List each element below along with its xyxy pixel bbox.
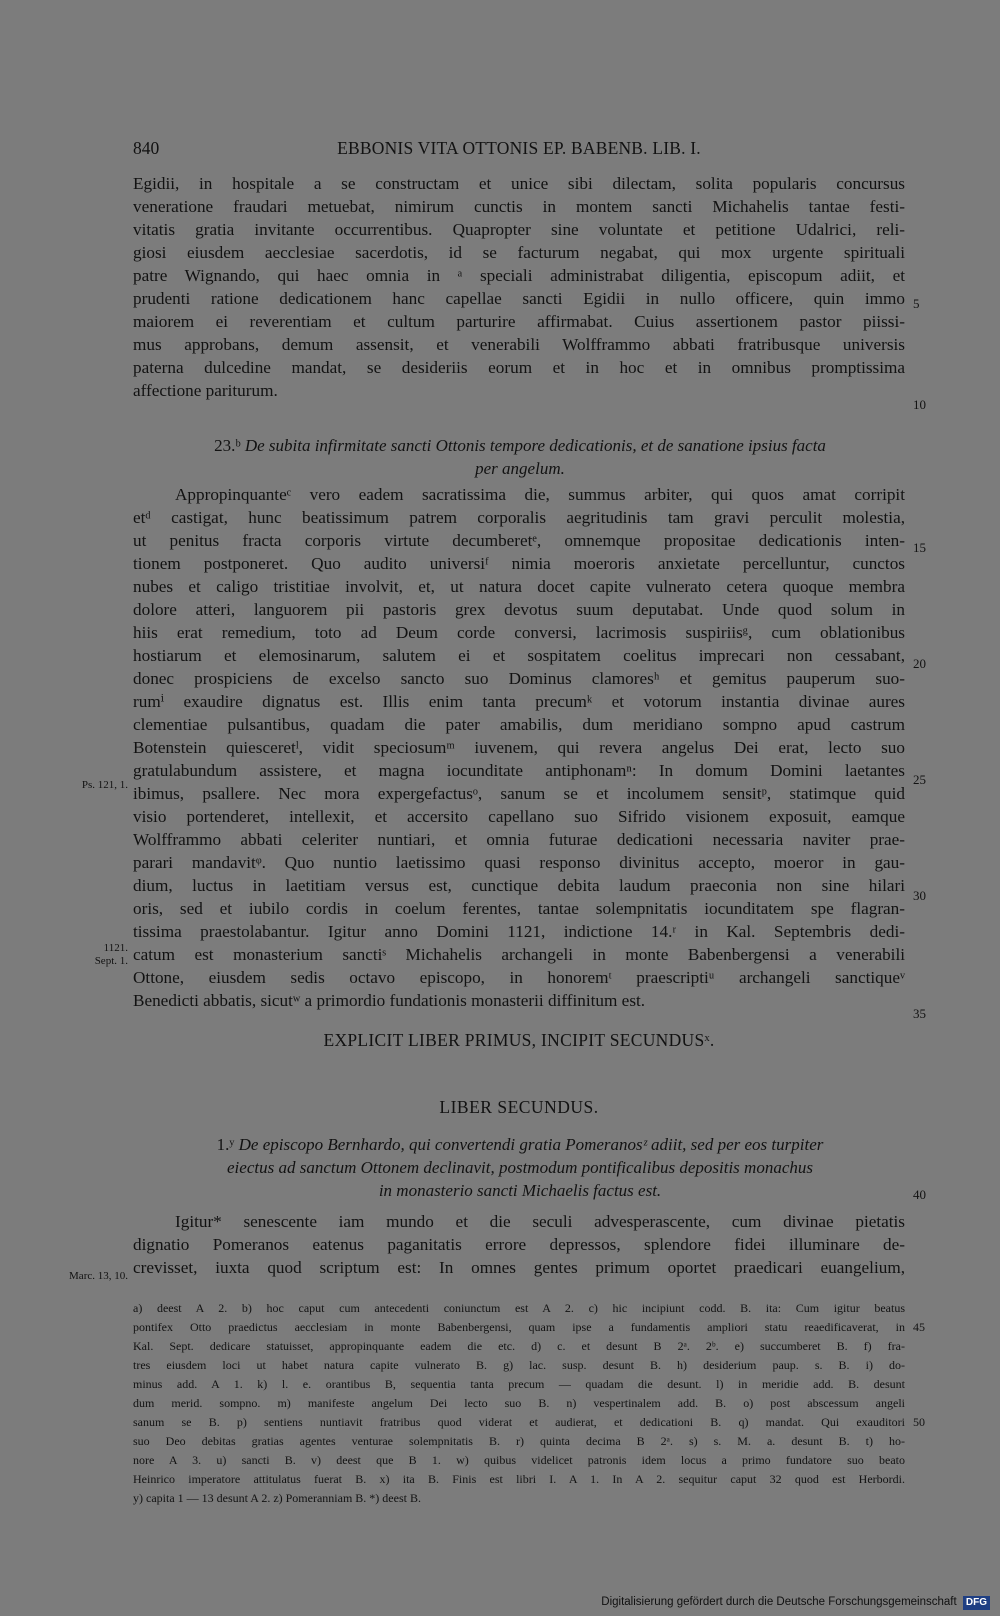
footnote-line: nore A 3. u) sancti B. v) deest que B 1. w) quibus videlicet patronis idem locus a primo fundatore suo beato: [133, 1453, 905, 1467]
line-number: 30: [913, 888, 926, 903]
text-line: rumⁱ exaudire dignatus est. Illis enim tanta precumᵏ et votorum instantia divinae aures: [133, 692, 905, 711]
footnote-line-number: 45: [913, 1320, 925, 1334]
text-line: patre Wignando, qui haec omnia in ᵃ speciali administrabat diligentia, episcopum adiit, et: [133, 266, 905, 285]
line-number: 5: [913, 296, 920, 311]
book2-heading-text-1: De episcopo Bernhardo, qui convertendi gratia Pomeranosᶻ adiit, sed per eos turpiter: [238, 1135, 824, 1154]
funding-credit: [601, 1595, 990, 1610]
footnote-line: y) capita 1 — 13 desunt A 2. z) Pomeranniam B. *) deest B.: [133, 1491, 421, 1505]
line-number: 35: [913, 1006, 926, 1021]
text-line: tionem postponeret. Quo audito universiᶠ nimia moeroris anxietate percelluntur, cunctos: [133, 554, 905, 573]
text-line: oris, sed et iubilo cordis in coelum ferentes, tantae solempnitatis iocunditatem spe flagran-: [133, 899, 905, 918]
text-line: visio portenderet, intellexit, et accersito capellano suo Sifrido visionem exposuit, eamque: [133, 807, 905, 826]
footnote-line: suo Deo debitas gratias agentes venturae solempnitatis B. r) quinta decima B 2ᵃ. s) s. M. a. desunt B. t) ho-: [133, 1434, 905, 1448]
footnote-line: tres eiusdem loci ut habet natura capite vulnerato B. g) lac. susp. desunt B. h) desiderium paup. s. B. i) do-: [133, 1358, 905, 1372]
book-title: LIBER SECUNDUS.: [439, 1097, 599, 1117]
text-line: Egidii, in hospitale a se constructam et unice sibi dilectam, solita popularis concursus: [133, 174, 905, 193]
text-line: donec prospiciens de excelso sancto suo Dominus clamoresʰ et gemitus pauperum suo-: [133, 669, 905, 688]
text-line: ut penitus fracta corporis virtute decumberetᵉ, omnemque propositae dedicationis inten-: [133, 531, 905, 550]
text-line: catum est monasterium sanctiˢ Michahelis archangeli in monte Babenbergensi a venerabili: [133, 945, 905, 964]
margin-note-psalm: Ps. 121, 1.: [81, 779, 128, 791]
footnote-line: pontifex Otto praedictus aecclesiam in monte Babenbergensi, quam ipse a fundamentis ampliori statu reaedificaverat, in: [133, 1320, 905, 1334]
book2-chapter-number: 1.ʸ: [216, 1135, 235, 1154]
footnote-line: a) deest A 2. b) hoc caput cum antecedenti coniunctum est A 2. c) hic incipiunt codd. B. ita: Cum igitur beatus: [133, 1301, 905, 1315]
text-line: mus approbans, demum assensit, et venerabili Wolfframmo abbati fratribusque universis: [133, 335, 905, 354]
footnote-line-number: 50: [913, 1415, 925, 1429]
text-line: dolore atteri, languorem pii pastoris grex devotus suum deputabat. Unde quod solum in: [133, 600, 905, 619]
text-line: ibimus, psallere. Nec mora expergefactusᵒ, sanum se et incolumem sensitᵖ, statimque quid: [133, 784, 905, 803]
text-line: Wolfframmo abbati celeriter nuntiari, et omnia futurae dedicationi necessaria naviter prae-: [133, 830, 905, 849]
text-line: clementiae pulsantibus, quadam die pater amabilis, dum meridiano sompno apud castrum: [133, 715, 905, 734]
margin-note-mark: Marc. 13, 10.: [69, 1270, 128, 1282]
text-line: Benedicti abbatis, sicutʷ a primordio fundationis monasterii diffinitum est.: [133, 991, 646, 1010]
chapter-heading: [150, 434, 890, 457]
line-number: 40: [913, 1187, 926, 1202]
footnote-line: dum merid. sompno. m) manifeste angelum Dei lecto suo B. n) vespertinalem add. B. o) post abscessum angeli: [133, 1396, 905, 1410]
text-line: parari mandavitᵠ. Quo nuntio laetissimo quasi responso divinitus accepto, moeror in gau-: [133, 853, 905, 872]
footnote-line: minus add. A 1. k) l. e. orantibus B, sequentia tanta precum — quadam die desunt. l) in meridie add. B. desunt: [133, 1377, 905, 1391]
book2-heading-line-3: in monasterio sancti Michaelis factus est.: [378, 1181, 662, 1200]
chapter-title-line-2: per angelum.: [475, 459, 565, 478]
chapter-number: 23.ᵇ: [214, 436, 241, 455]
explicit-line: EXPLICIT LIBER PRIMUS, INCIPIT SECUNDUSˣ.: [323, 1030, 715, 1050]
text-line: crevisset, iuxta quod scriptum est: In omnes gentes primum oportet praedicari euangelium,: [133, 1258, 905, 1277]
margin-note-year: 1121.: [103, 942, 128, 954]
text-line: paterna dulcedine mandat, se desideriis eorum et in hoc et in omnibus promptissima: [133, 358, 905, 377]
funding-credit-text: Digitalisierung gefördert durch die Deutsche Forschungsgemeinschaft: [601, 1596, 957, 1608]
text-line: giosi eiusdem aecclesiae sacerdotis, id se facturum negabat, qui mox urgente spirituali: [133, 243, 905, 262]
dfg-logo: DFG: [963, 1596, 990, 1610]
margin-note-day: Sept. 1.: [94, 955, 128, 967]
footnote-line: Heinrico imperatore attitulatus fuerat B. x) ita B. Finis est libri I. A 1. In A 2. sequitur caput 32 quod est Herbordi.: [133, 1472, 905, 1486]
text-line: dium, luctus in laetitiam versus est, cunctique debita laudum praeconia non sine hilari: [133, 876, 905, 895]
text-line: Igitur* senescente iam mundo et die seculi advesperascente, cum divinae pietatis: [175, 1212, 905, 1231]
text-line: vitatis gratia invitante occurrentibus. Quapropter sine voluntate et petitione Udalrici, reli-: [133, 220, 905, 239]
text-line: dignatio Pomeranos eatenus paganitatis errore depressos, splendore fidei illuminare de-: [133, 1235, 905, 1254]
text-line: maiorem ei reverentiam et cultum parturire affirmabat. Cuius assertionem pastor piissi-: [133, 312, 905, 331]
text-line: hiis erat remedium, toto ad Deum corde conversi, lacrimosis suspiriisᵍ, cum oblationibus: [133, 623, 905, 642]
text-line: prudenti ratione dedicationem hanc capellae sancti Egidii in nullo officere, quin immo: [133, 289, 905, 308]
book2-heading-line-1: [150, 1133, 890, 1156]
line-number: 10: [913, 397, 926, 412]
text-line: nubes et caligo tristitiae involvit, et, ut natura docet capite vulnerato cetera quoque membra: [133, 577, 905, 596]
text-line: gratulabundum assistere, et magna iocunditate antiphonamⁿ: In domum Domini laetantes: [133, 761, 905, 780]
line-number: 25: [913, 772, 926, 787]
book2-heading-line-2: eiectus ad sanctum Ottonem declinavit, postmodum pontificalibus depositis monachus: [227, 1158, 813, 1177]
text-line: Ottone, eiusdem sedis octavo episcopo, in honoremᵗ praescriptiᵘ archangeli sanctiqueᵛ: [133, 968, 905, 987]
line-number: 15: [913, 540, 926, 555]
text-line: hostiarum et elemosinarum, salutem ei et sospitatem coelitus imprecari non cessabant,: [133, 646, 905, 665]
page-number: 840: [133, 138, 160, 158]
footnote-line: Kal. Sept. dedicare statuisset, appropinquante eadem die etc. d) c. et desunt B 2ᵃ. 2ᵇ. e) succumberet B. f) fra-: [133, 1339, 905, 1353]
text-line: affectione pariturum.: [133, 381, 278, 400]
text-line: Botenstein quiesceretˡ, vidit speciosumᵐ iuvenem, qui revera angelus Dei erat, lecto suo: [133, 738, 905, 757]
running-header: [133, 136, 905, 160]
footnote-line: sanum se B. p) sentiens nuntiavit fratribus quod viderat et audierat, et dedicationi B. q) mandat. Qui exauditori: [133, 1415, 905, 1429]
text-line: etᵈ castigat, hunc beatissimum patrem corporalis aegritudinis tam gravi perculit molestia,: [133, 508, 905, 527]
text-line: Appropinquanteᶜ vero eadem sacratissima die, summus arbiter, qui quos amat corripit: [175, 485, 905, 504]
line-number: 20: [913, 656, 926, 671]
text-line: veneratione fraudari metuebat, nimirum cunctis in montem sancti Michahelis tantae festi-: [133, 197, 905, 216]
chapter-title-line-1: De subita infirmitate sancti Ottonis tempore dedicationis, et de sanatione ipsius facta: [244, 436, 826, 455]
text-line: tissima praestolabantur. Igitur anno Domini 1121, indictione 14.ʳ in Kal. Septembris dedi-: [133, 922, 905, 941]
running-title: EBBONIS VITA OTTONIS EP. BABENB. LIB. I.: [337, 138, 701, 158]
